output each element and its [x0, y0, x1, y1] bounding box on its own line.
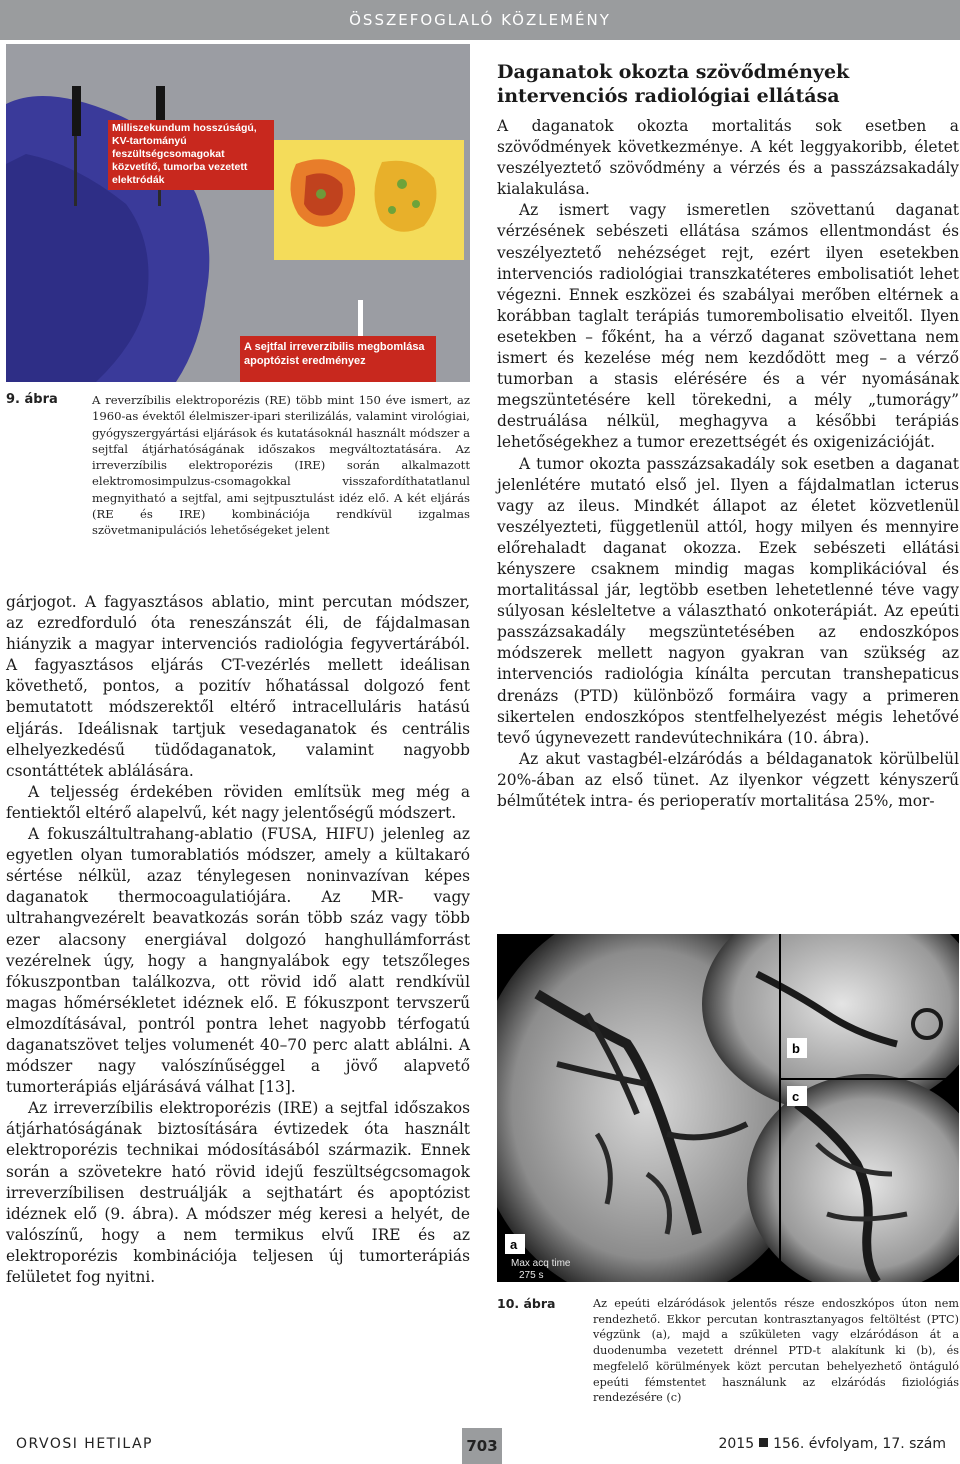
- panel-label-c: c: [792, 1089, 800, 1104]
- figure-9-label: 9. ábra: [6, 392, 58, 407]
- paragraph: A teljesség érdekében röviden említsük meg még a fentiektől eltérő alapelvű, két nagy jelentőségű módszert.: [6, 782, 470, 822]
- inset-bottom-label: A sejtfal irreverzíbilis megbomlása apoptózist eredményez: [244, 341, 425, 367]
- volume-issue: 156. évfolyam, 17. szám: [773, 1436, 946, 1452]
- section-title: ÖSSZEFOGLALÓ KÖZLEMÉNY: [349, 11, 611, 29]
- section-header: [0, 0, 960, 40]
- figure-10-image: [497, 934, 959, 1282]
- paragraph: Az irreverzíbilis elektroporézis (IRE) a sejtfal időszakos átjárhatóságának biztosítására évtizedek óta használt elektroporézis technikai módosításából származik. Ennek során a szövetekre ható rövid idejű feszültségcsomagok irreverzíbilisen destruálják a sejthatárt és apoptózist idéznek elő (9. ábra). A módszer még keresi a helyét, de valószínű, hogy a nem termikus elvű IRE és az elektroporézis kombinációja teljesen új tumorterápiás felületet fog nyitni.: [6, 1099, 470, 1286]
- figure-9-inset-top-text: [112, 122, 270, 188]
- overlay-time: 275 s: [519, 1270, 544, 1281]
- figure-10-label: 10. ábra: [497, 1296, 556, 1311]
- paragraph: Az ismert vagy ismeretlen szövettanú daganat vérzésének sebészeti ellátása számos ellentmondást és veszélyeztető nehézséget rejt, ezért ilyen esetekben intervenciós radiológiai transzkatéteres embolisatiót lehet végezni. Ennek eszközei és szabályai merőben eltérnek a korábban taglalt terápiás tumorembolisatio elveitől. Ilyen esetekben – főként, ha a vérző daganat szövettana nem ismert és kezelése még nem kezdődött meg – a vérző tumorban a stasis elérésére és a vér nyomásának megszüntetésére kell törekedni, a mély „tumorágy” destruálása nélkül, meghagyva a későbbi terápiás lehetőségekhez a tumor erezettségét és oxigenizációját.: [497, 201, 959, 452]
- figure-9-caption: [6, 392, 470, 539]
- paragraph: A fokuszáltultrahang-ablatio (FUSA, HIFU) jelenleg az egyetlen olyan tumorablatiós módszer, amely a kültakaró sértése nélkül, azaz ténylegesen noninvazívan képes daganatok thermocoagulatiójára. Az MR- vagy ultrahangvezérelt beavatkozás során több száz vagy több ezer alacsony energiával dolgozó hanghullámforrást vezérelnek úgy, hogy a hangnyalábok egy tetszőleges fókuszpontban találkozva, ott rövid idő alatt rendkívül magas hőmérsékletet idéznek elő. E fókuszpont tervszerű elmozdításával, pontról pontra lehet nagyobb térfogatú daganatszövet teljes volumenét 40–70 perc alatt ablálni. A módszer nagy valószínűséggel a jövő alapvető tumorterápiás eljárásává válhat [13].: [6, 825, 470, 1097]
- square-bullet-icon: [759, 1438, 768, 1447]
- paragraph: A tumor okozta passzázsakadály sok esetben a daganat jelenlétére mutató első jel. Ilyen a fájdalmatlan icterus vagy az ileus. Mindkét állapot az életet közvetlenül veszélyezteti, függetlenül attól, hogy milyen és mennyire előrehaladt daganat okozza. Ezek sebészeti ellátási kényszere csaknem mindig magas komplikációval és mortalitással jár, legtöbb esetben lehetetlenné téve vagy súlyosan késleltetve a választható onkoterápiát. Az epeúti passzázsakadály megszüntetésében az endoszkópos módszerek mellett nagyon gyakran van szükség az intervenciós radiológia kínálta percutan transhepaticus drenázs (PTD) különböző formáira vagy a primeren sikertelen endoszkópos stentfelhelyezést mégis lehetővé tevő úgynevezett randevútechnikára (10. ábra).: [497, 454, 959, 747]
- figure-9-image: [6, 44, 470, 382]
- year: 2015: [718, 1436, 755, 1452]
- panel-label-a: a: [510, 1237, 518, 1252]
- right-body-text: [497, 116, 959, 812]
- page-number-text: 703: [466, 1437, 498, 1455]
- figure-10-caption: [497, 1296, 959, 1406]
- page-footer: [0, 1412, 960, 1464]
- volume-info: [718, 1436, 946, 1452]
- page-number: [462, 1428, 502, 1464]
- figure-9-caption-text: A reverzíbilis elektroporézis (RE) több mint 150 éve ismert, az 1960-as évektől élelmiszer-ipari sterilizálás, valamint virológiai, gyógyszergyártási eljárások és kutatásoknál használt módszer a sejtfal átjárhatóságának időszakos megváltoztatására. Az irreverzíbilis elektroporézis (IRE) során alkalmazott elektromosimpulzus-csomagokkal visszafordíthatatlanul megnyitható a sejtfal, ami sejtpusztulást idéz elő. A két eljárás (RE és IRE) kombinációja rendkívül izgalmas szövetmanipulációs lehetőségeket jelent: [92, 393, 470, 538]
- right-column: [497, 60, 959, 812]
- figure-10-caption-text: Az epeúti elzáródások jelentős része endoszkópos úton nem rendezhető. Ekkor percutan kontrasztanyagos feltöltést (PTC) végzünk (a), majd a szűkületen vagy elzáródáson át a duodenumba vezetett drénnel PTD-t alakítunk ki (b), és megfelelő körülmények közt percutan behelyezhető öntáguló epeúti fémstentet használunk az elzáródás fiziológiás rendezésére (c): [593, 1297, 959, 1405]
- paragraph: A daganatok okozta mortalitás sok esetben a szövődmények következménye. A két leggyakoribb, életet veszélyeztető szövődmény a vérzés és a passzázsakadály kialakulása.: [497, 117, 959, 199]
- paragraph: gárjogot. A fagyasztásos ablatio, mint percutan módszer, az ezredforduló óta reneszánszát éli, de fájdalmasan hiányzik a magyar intervenciós radiológia fegyvertárából. A fagyasztásos eljárás CT-vezérlés mellett ideálisan követhető, pontos, a pozitív hőhatással dolgozó fent bemutatott módszerektől eltérő intracelluláris hatású eljárás. Ideálisnak tartjuk vesedaganatok és centrális elhelyezkedésű tüdődaganatok, valamint nagyobb csontáttétek ablálására.: [6, 593, 470, 780]
- paragraph: Az akut vastagbél-elzáródás a béldaganatok körülbelül 20%-ában az első tünet. Az ilyenkor végzett kényszerű bélműtétek intra- és perioperatív mortalitása 25%, mor-: [497, 749, 959, 810]
- journal-name: ORVOSI HETILAP: [16, 1436, 153, 1452]
- overlay-max-acq: Max acq time: [511, 1258, 571, 1269]
- section-heading: Daganatok okozta szövődmények intervenciós radiológiai ellátása: [497, 61, 850, 107]
- panel-label-b: b: [792, 1041, 800, 1056]
- figure-9-inset-bottom-text: [244, 340, 432, 380]
- inset-top-label: Milliszekundum hosszúságú, KV-tartományú feszültségcsomagokat közvetítő, tumorba vezetett elektródák: [112, 122, 257, 186]
- left-body-text: [6, 592, 470, 1288]
